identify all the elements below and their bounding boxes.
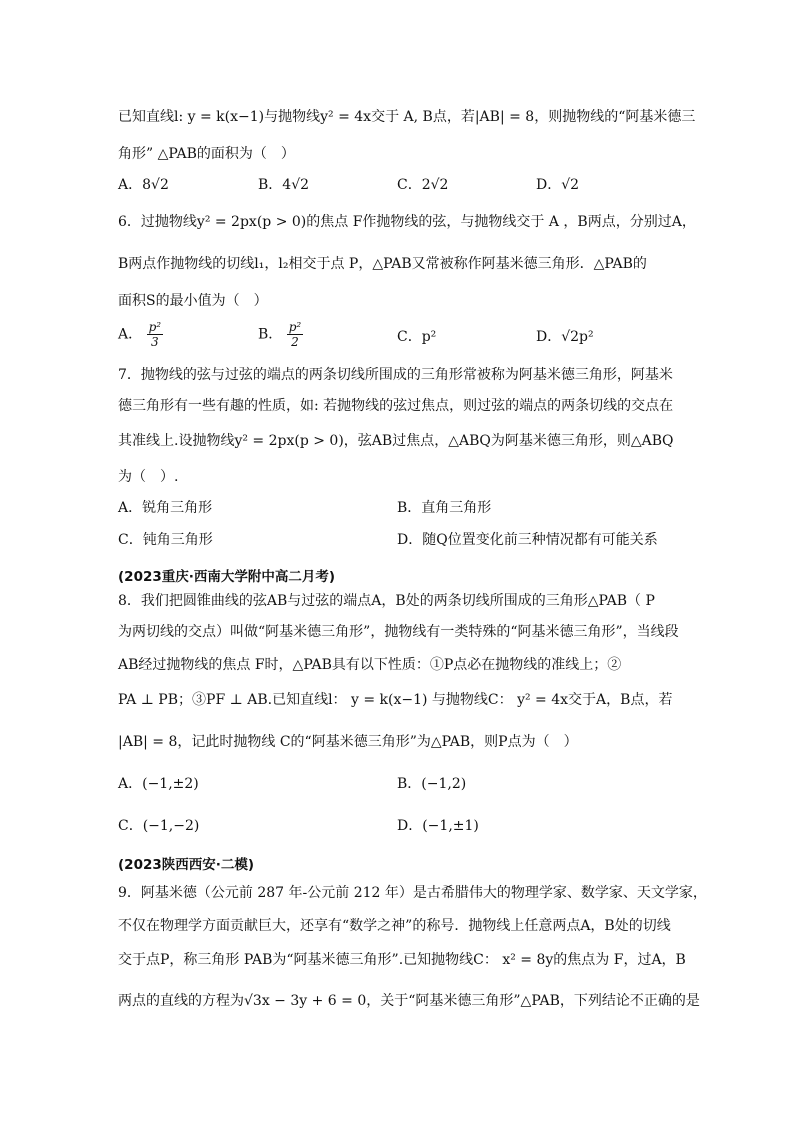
q6-line-1: 6．过抛物线y² = 2px(p > 0)的焦点 F作抛物线的弦，与抛物线交于 A ，B两点，分别过A， [118,214,696,230]
q6-option-c: C．p² [397,329,437,345]
q7-line-2: 德三角形有一些有趣的性质，如: 若抛物线的弦过焦点，则过弦的端点的两条切线的交点在 [118,398,674,414]
q5-option-d: D．√2 [536,177,580,193]
q7-option-d: D．随Q位置变化前三种情况都有可能关系 [397,532,658,548]
q9-line-2: 不仅在物理学方面贡献巨大，还享有“数学之神”的称号．抛物线上任意两点A，B处的切线 [118,918,671,934]
q8-option-c: C．(−1,−2) [118,818,200,834]
q9-source-tag: (2023陕西西安·二模) [118,857,255,873]
q8-line-3: AB经过抛物线的焦点 F时，△PAB具有以下性质：①P点必在抛物线的准线上；② [118,657,622,673]
q6-option-a: A． $\frac{\text{p²}}{3}$ [118,320,162,349]
q7-option-a: A．锐角三角形 [118,500,213,516]
q8-line-5: |AB| = 8，记此时抛物线 C的“阿基米德三角形”为△PAB，则P点为（ ） [118,734,578,750]
q5-option-c: C．2√2 [397,177,449,193]
q6-line-2: B两点作抛物线的切线l₁，l₂相交于点 P，△PAB又常被称作阿基米德三角形．△PAB的 [118,256,647,272]
q7-option-b: B．直角三角形 [397,500,492,516]
q8-source-tag: (2023重庆·西南大学附中高二月考) [118,569,336,585]
q8-line-4: PA ⊥ PB；③PF ⊥ AB.已知直线l： y = k(x−1) 与抛物线C： y² = 4x交于A，B点，若 [118,692,673,708]
q8-option-a: A．(−1,±2) [118,776,199,792]
q7-option-c: C．钝角三角形 [118,532,213,548]
q8-option-b: B．(−1,2) [397,776,467,792]
q9-line-4: 两点的直线的方程为√3x − 3y + 6 = 0，关于“阿基米德三角形”△PAB，下列结论不正确的是 [118,993,700,1009]
q5-option-b: B．4√2 [258,177,310,193]
q8-line-1: 8．我们把圆锥曲线的弦AB与过弦的端点A，B处的两条切线所围成的三角形△PAB（ P [118,593,655,609]
q5-line-2: 角形” △PAB的面积为（ ） [118,146,295,162]
q7-line-1: 7．抛物线的弦与过弦的端点的两条切线所围成的三角形常被称为阿基米德三角形，阿基米 [118,367,673,383]
q5-option-a: A．8√2 [118,177,169,193]
q5-line-1: 已知直线l: y = k(x−1)与抛物线y² = 4x交于 A, B点，若|AB| = 8，则抛物线的“阿基米德三 [118,109,696,125]
q6-option-b: B． $\frac{\text{p²}}{2}$ [258,320,302,349]
q6-option-a-fraction: $\frac{\text{p²}}{3}$ [148,320,162,349]
q7-line-3: 其准线上.设抛物线y² = 2px(p > 0)，弦AB过焦点，△ABQ为阿基米德三角形，则△ABQ [118,433,674,449]
q6-option-b-fraction: $\frac{\text{p²}}{2}$ [288,320,302,349]
q8-option-d: D．(−1,±1) [397,818,479,834]
q9-line-1: 9．阿基米德（公元前 287 年-公元前 212 年）是古希腊伟大的物理学家、数学家、天文学家， [118,885,707,901]
q6-line-3: 面积S的最小值为（ ） [118,293,268,309]
q8-line-2: 为两切线的交点）叫做“阿基米德三角形”，抛物线有一类特殊的“阿基米德三角形”，当线段 [118,624,679,640]
q6-option-d: D．√2p² [536,329,594,345]
q9-line-3: 交于点P，称三角形 PAB为“阿基米德三角形”.已知抛物线C： x² = 8y的焦点为 F，过A，B [118,952,686,968]
q7-line-4: 为（ ）. [118,469,179,485]
